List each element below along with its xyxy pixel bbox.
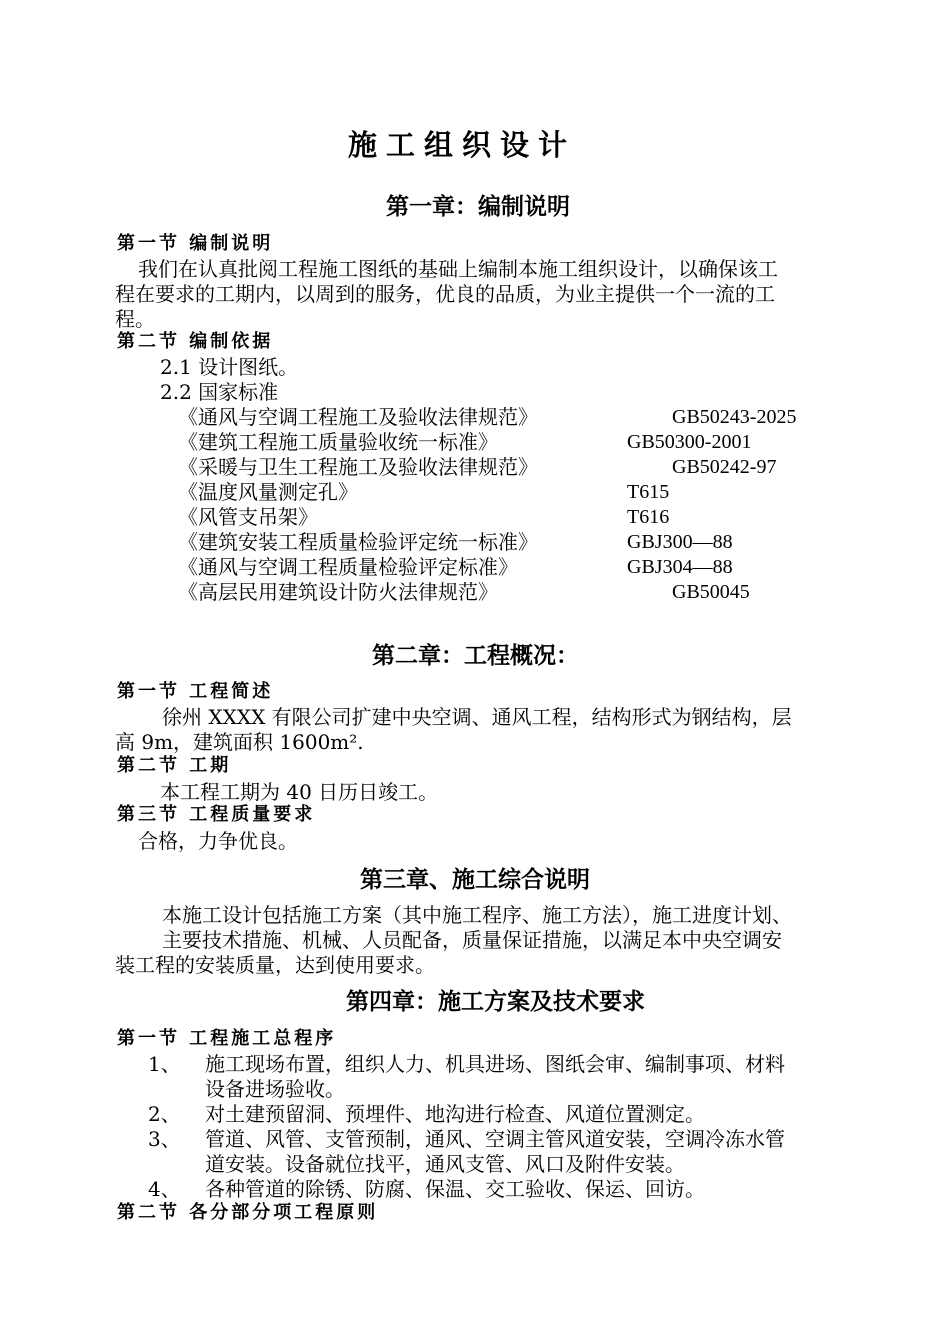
- ch3-line: 装工程的安装质量，达到使用要求。: [115, 953, 435, 977]
- chapter3-heading: 第三章、施工综合说明: [360, 866, 590, 893]
- standard-code: T615: [627, 481, 670, 503]
- ch1-sec1-heading: 第一节 编制说明: [117, 233, 274, 254]
- chapter2-heading: 第二章：工程概况：: [372, 642, 579, 669]
- ch2-sec3-line: 合格，力争优良。: [138, 829, 298, 853]
- chapter1-heading: 第一章：编制说明: [386, 193, 570, 220]
- list-item-text: 对土建预留洞、预埋件、地沟进行检查、风道位置测定。: [205, 1102, 705, 1126]
- list-item-text: 管道、风管、支管预制，通风、空调主管风道安装，空调冷冻水管: [205, 1127, 785, 1151]
- chapter4-heading: 第四章：施工方案及技术要求: [346, 988, 645, 1015]
- list-item-number: 3、: [148, 1127, 181, 1151]
- standard-name: 《采暖与卫生工程施工及验收法律规范》: [178, 455, 538, 479]
- standard-code: GB50045: [672, 581, 750, 603]
- standard-code: GB50242-97: [672, 456, 777, 478]
- list-item-number: 1、: [148, 1052, 181, 1076]
- list-item-text: 设备进场验收。: [205, 1077, 345, 1101]
- standard-code: GBJ300—88: [627, 531, 733, 553]
- ch1-sec1-line: 程在要求的工期内，以周到的服务，优良的品质，为业主提供一个一流的工: [115, 282, 775, 306]
- list-item-number: 4、: [148, 1177, 181, 1201]
- ch2-sec1-heading: 第一节 工程简述: [117, 681, 274, 702]
- ch2-sec2-heading: 第二节 工期: [117, 755, 232, 776]
- ch4-sec1-heading: 第一节 工程施工总程序: [117, 1028, 337, 1049]
- list-item-text: 各种管道的除锈、防腐、保温、交工验收、保运、回访。: [205, 1177, 705, 1201]
- ch3-line: 主要技术措施、机械、人员配备，质量保证措施，以满足本中央空调安: [162, 928, 782, 952]
- ch1-sec2-item: 2.2 国家标准: [160, 380, 279, 404]
- ch2-sec1-line: 高 9m，建筑面积 1600m².: [115, 730, 364, 754]
- ch4-sec2-heading: 第二节 各分部分项工程原则: [117, 1202, 379, 1223]
- ch3-line: 本施工设计包括施工方案（其中施工程序、施工方法），施工进度计划、: [162, 903, 792, 927]
- standard-name: 《温度风量测定孔》: [178, 480, 358, 504]
- standard-name: 《建筑安装工程质量检验评定统一标准》: [178, 530, 538, 554]
- ch1-sec2-item: 2.1 设计图纸。: [160, 355, 299, 379]
- ch2-sec2-line: 本工程工期为 40 日历日竣工。: [160, 780, 439, 804]
- ch1-sec2-heading: 第二节 编制依据: [117, 331, 274, 352]
- standard-name: 《通风与空调工程施工及验收法律规范》: [178, 405, 538, 429]
- standard-name: 《通风与空调工程质量检验评定标准》: [178, 555, 518, 579]
- ch1-sec1-line: 程。: [115, 307, 155, 331]
- list-item-number: 2、: [148, 1102, 181, 1126]
- standard-code: T616: [627, 506, 670, 528]
- standard-code: GB50243-2025: [672, 406, 797, 428]
- standard-code: GBJ304—88: [627, 556, 733, 578]
- ch2-sec1-line: 徐州 XXXX 有限公司扩建中央空调、通风工程，结构形式为钢结构，层: [162, 705, 792, 729]
- ch1-sec1-line: 我们在认真批阅工程施工图纸的基础上编制本施工组织设计，以确保该工: [138, 257, 778, 281]
- standard-name: 《建筑工程施工质量验收统一标准》: [178, 430, 498, 454]
- ch2-sec3-heading: 第三节 工程质量要求: [117, 804, 316, 825]
- list-item-text: 道安装。设备就位找平，通风支管、风口及附件安装。: [205, 1152, 685, 1176]
- standard-name: 《风管支吊架》: [178, 505, 318, 529]
- document-title: 施工组织设计: [348, 128, 577, 162]
- standard-code: GB50300-2001: [627, 431, 752, 453]
- standard-name: 《高层民用建筑设计防火法律规范》: [178, 580, 498, 604]
- list-item-text: 施工现场布置，组织人力、机具进场、图纸会审、编制事项、材料: [205, 1052, 785, 1076]
